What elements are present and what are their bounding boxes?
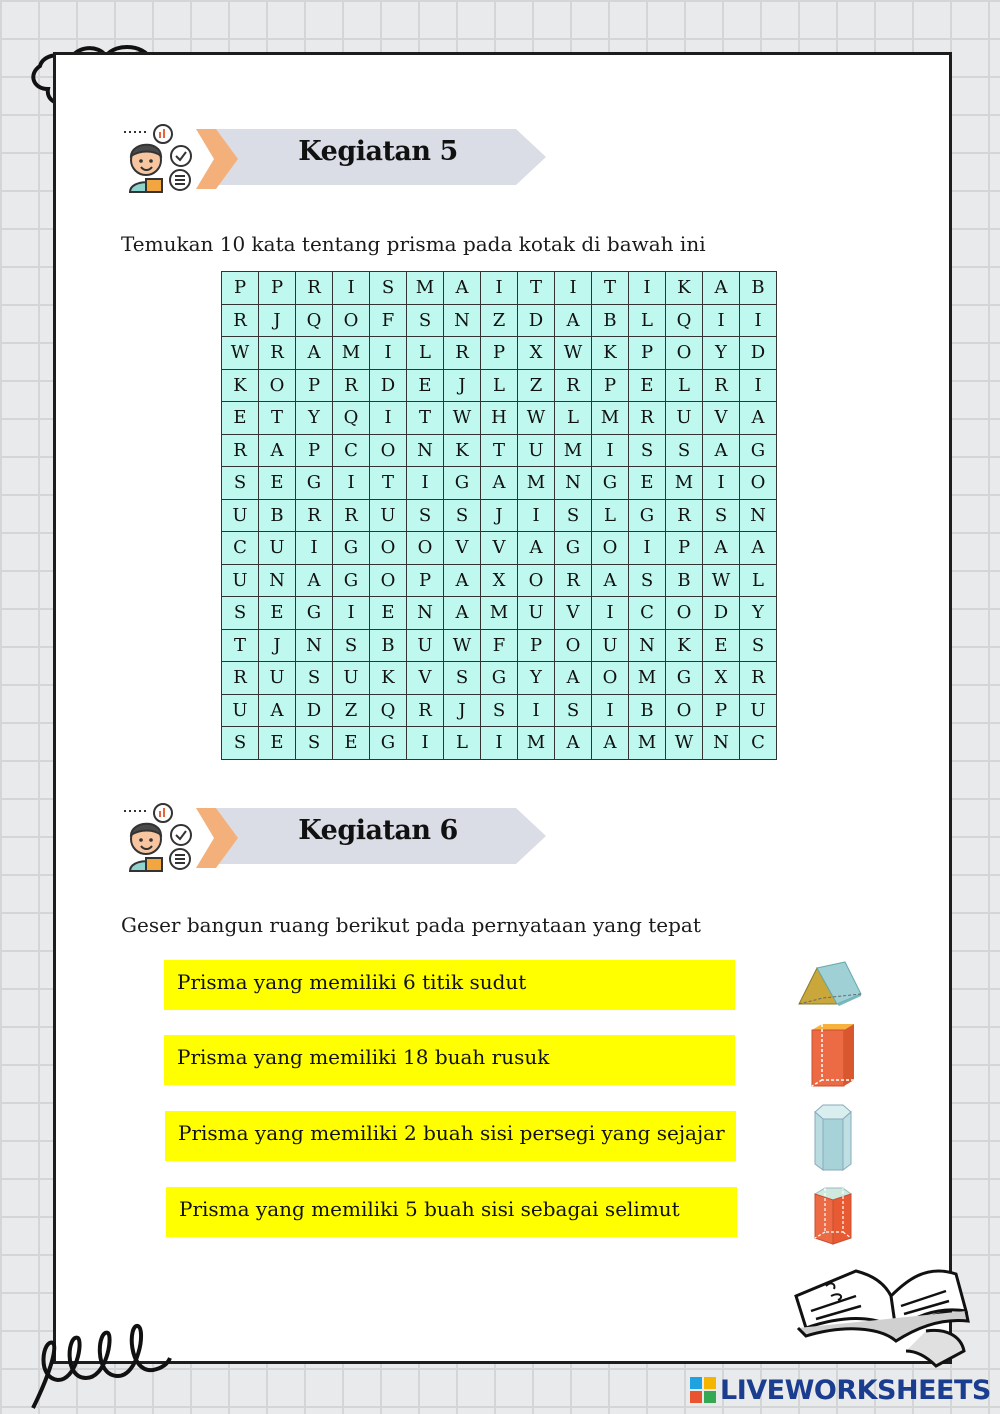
grid-cell[interactable]: G <box>333 564 370 597</box>
grid-cell[interactable]: G <box>444 467 481 500</box>
brand-name: LIVEWORKSHEETS <box>720 1374 991 1406</box>
grid-cell[interactable]: O <box>407 532 444 565</box>
grid-cell[interactable]: S <box>666 434 703 467</box>
grid-cell[interactable]: G <box>296 597 333 630</box>
grid-cell[interactable]: O <box>555 629 592 662</box>
grid-cell[interactable]: P <box>407 564 444 597</box>
grid-cell[interactable]: A <box>444 597 481 630</box>
grid-cell[interactable]: R <box>703 369 740 402</box>
grid-cell[interactable]: I <box>518 694 555 727</box>
liveworksheets-logo <box>690 1372 991 1408</box>
grid-cell[interactable]: Y <box>296 402 333 435</box>
grid-cell[interactable]: E <box>407 369 444 402</box>
grid-cell[interactable]: D <box>740 337 777 370</box>
grid-cell[interactable]: D <box>296 694 333 727</box>
grid-cell[interactable]: A <box>740 402 777 435</box>
grid-cell[interactable]: I <box>740 369 777 402</box>
grid-cell[interactable]: O <box>259 369 296 402</box>
grid-cell[interactable]: R <box>296 272 333 305</box>
section-title: Kegiatan 6 <box>298 815 458 846</box>
grid-cell[interactable]: B <box>740 272 777 305</box>
grid-cell[interactable]: S <box>296 662 333 695</box>
grid-cell[interactable]: C <box>629 597 666 630</box>
grid-cell[interactable]: I <box>407 727 444 760</box>
grid-cell[interactable]: V <box>703 402 740 435</box>
grid-cell[interactable]: F <box>481 629 518 662</box>
grid-cell[interactable]: P <box>518 629 555 662</box>
grid-row <box>222 597 777 630</box>
grid-cell[interactable]: I <box>592 694 629 727</box>
grid-row <box>222 662 777 695</box>
grid-cell[interactable]: A <box>296 564 333 597</box>
grid-cell[interactable]: Y <box>518 662 555 695</box>
grid-cell[interactable]: K <box>666 272 703 305</box>
grid-cell[interactable]: A <box>555 727 592 760</box>
grid-cell[interactable]: N <box>296 629 333 662</box>
grid-cell[interactable]: E <box>259 597 296 630</box>
grid-cell[interactable]: G <box>740 434 777 467</box>
liveworksheets-logo-icon <box>690 1377 716 1403</box>
grid-cell[interactable]: I <box>370 402 407 435</box>
triangular-prism-icon[interactable] <box>797 958 863 1008</box>
grid-cell[interactable]: I <box>629 532 666 565</box>
grid-cell[interactable]: L <box>444 727 481 760</box>
grid-cell[interactable]: B <box>629 694 666 727</box>
kegiatan-6-header <box>118 803 548 873</box>
grid-cell[interactable]: Q <box>370 694 407 727</box>
grid-row <box>222 564 777 597</box>
pentagonal-prism-icon[interactable] <box>811 1186 855 1248</box>
grid-cell[interactable]: I <box>592 597 629 630</box>
grid-cell[interactable]: I <box>740 304 777 337</box>
grid-cell[interactable]: U <box>407 629 444 662</box>
grid-cell[interactable]: L <box>666 369 703 402</box>
grid-cell[interactable]: T <box>518 272 555 305</box>
grid-cell[interactable]: G <box>629 499 666 532</box>
grid-cell[interactable]: L <box>407 337 444 370</box>
drop-target-statement-1[interactable]: Prisma yang memiliki 6 titik sudut <box>164 960 735 1010</box>
grid-cell[interactable]: S <box>740 629 777 662</box>
grid-cell[interactable]: S <box>555 499 592 532</box>
grid-cell[interactable]: S <box>444 662 481 695</box>
grid-row <box>222 532 777 565</box>
grid-cell[interactable]: K <box>592 337 629 370</box>
grid-cell[interactable]: J <box>481 499 518 532</box>
grid-cell[interactable]: I <box>333 467 370 500</box>
grid-cell[interactable]: U <box>518 597 555 630</box>
grid-cell[interactable]: C <box>740 727 777 760</box>
grid-cell[interactable]: A <box>555 304 592 337</box>
grid-cell[interactable]: I <box>407 467 444 500</box>
grid-cell[interactable]: X <box>518 337 555 370</box>
grid-cell[interactable]: O <box>666 597 703 630</box>
grid-cell[interactable]: G <box>481 662 518 695</box>
grid-cell[interactable]: W <box>703 564 740 597</box>
grid-cell[interactable]: I <box>370 337 407 370</box>
student-mascot-icon <box>118 124 194 194</box>
grid-cell[interactable]: P <box>481 337 518 370</box>
grid-cell[interactable]: A <box>555 662 592 695</box>
grid-cell[interactable]: G <box>592 467 629 500</box>
grid-cell[interactable]: O <box>518 564 555 597</box>
grid-row <box>222 434 777 467</box>
grid-cell[interactable]: N <box>740 499 777 532</box>
grid-cell[interactable]: U <box>518 434 555 467</box>
grid-row <box>222 369 777 402</box>
grid-cell[interactable]: R <box>222 304 259 337</box>
grid-cell[interactable]: S <box>629 434 666 467</box>
grid-cell[interactable]: Y <box>703 337 740 370</box>
grid-cell[interactable]: R <box>444 337 481 370</box>
kegiatan-5-header <box>118 124 548 194</box>
grid-cell[interactable]: I <box>333 597 370 630</box>
grid-cell[interactable]: Z <box>333 694 370 727</box>
grid-cell[interactable]: A <box>703 272 740 305</box>
grid-cell[interactable]: Q <box>296 304 333 337</box>
grid-cell[interactable]: O <box>592 532 629 565</box>
grid-cell[interactable]: Y <box>740 597 777 630</box>
grid-row <box>222 727 777 760</box>
grid-cell[interactable]: O <box>370 532 407 565</box>
grid-cell[interactable]: O <box>740 467 777 500</box>
grid-cell[interactable]: P <box>592 369 629 402</box>
grid-cell[interactable]: M <box>555 434 592 467</box>
grid-cell[interactable]: V <box>444 532 481 565</box>
grid-cell[interactable]: W <box>518 402 555 435</box>
grid-cell[interactable]: U <box>222 499 259 532</box>
grid-cell[interactable]: I <box>333 272 370 305</box>
grid-cell[interactable]: O <box>370 434 407 467</box>
grid-cell[interactable]: U <box>370 499 407 532</box>
grid-cell[interactable]: M <box>592 402 629 435</box>
grid-cell[interactable]: I <box>703 467 740 500</box>
grid-cell[interactable]: S <box>407 499 444 532</box>
grid-cell[interactable]: P <box>296 434 333 467</box>
grid-cell[interactable]: X <box>703 662 740 695</box>
grid-cell[interactable]: M <box>518 467 555 500</box>
grid-cell[interactable]: W <box>666 727 703 760</box>
open-book-icon <box>786 1256 972 1372</box>
grid-row <box>222 629 777 662</box>
grid-cell[interactable]: U <box>666 402 703 435</box>
grid-cell[interactable]: P <box>629 337 666 370</box>
grid-cell[interactable]: M <box>407 272 444 305</box>
grid-cell[interactable]: T <box>259 402 296 435</box>
grid-cell[interactable]: A <box>592 564 629 597</box>
grid-row <box>222 304 777 337</box>
grid-cell[interactable]: D <box>370 369 407 402</box>
grid-cell[interactable]: R <box>740 662 777 695</box>
grid-cell[interactable]: W <box>555 337 592 370</box>
grid-cell[interactable]: A <box>259 434 296 467</box>
grid-cell[interactable]: B <box>370 629 407 662</box>
grid-cell[interactable]: B <box>592 304 629 337</box>
grid-cell[interactable]: S <box>333 629 370 662</box>
grid-cell[interactable]: Z <box>481 304 518 337</box>
grid-cell[interactable]: L <box>592 499 629 532</box>
grid-row <box>222 499 777 532</box>
grid-cell[interactable]: A <box>592 727 629 760</box>
grid-cell[interactable]: V <box>407 662 444 695</box>
grid-cell[interactable]: R <box>259 337 296 370</box>
grid-cell[interactable]: I <box>518 499 555 532</box>
grid-cell[interactable]: M <box>666 467 703 500</box>
grid-cell[interactable]: R <box>296 499 333 532</box>
grid-cell[interactable]: T <box>222 629 259 662</box>
grid-cell[interactable]: M <box>333 337 370 370</box>
grid-cell[interactable]: M <box>518 727 555 760</box>
grid-cell[interactable]: I <box>296 532 333 565</box>
grid-cell[interactable]: G <box>296 467 333 500</box>
drop-target-statement-3[interactable]: Prisma yang memiliki 2 buah sisi persegi yang sejajar <box>165 1111 736 1161</box>
grid-cell[interactable]: R <box>555 369 592 402</box>
grid-cell[interactable]: A <box>481 467 518 500</box>
grid-cell[interactable]: J <box>259 304 296 337</box>
grid-cell[interactable]: I <box>592 434 629 467</box>
grid-cell[interactable]: V <box>555 597 592 630</box>
grid-cell[interactable]: D <box>703 597 740 630</box>
grid-cell[interactable]: Q <box>666 304 703 337</box>
grid-cell[interactable]: S <box>222 467 259 500</box>
grid-cell[interactable]: M <box>481 597 518 630</box>
grid-cell[interactable]: M <box>629 662 666 695</box>
grid-cell[interactable]: A <box>518 532 555 565</box>
grid-cell[interactable]: U <box>740 694 777 727</box>
grid-cell[interactable]: H <box>481 402 518 435</box>
grid-cell[interactable]: U <box>333 662 370 695</box>
grid-cell[interactable]: J <box>259 629 296 662</box>
grid-cell[interactable]: N <box>703 727 740 760</box>
rectangular-prism-icon[interactable] <box>808 1022 858 1088</box>
grid-cell[interactable]: R <box>555 564 592 597</box>
grid-cell[interactable]: X <box>481 564 518 597</box>
grid-cell[interactable]: S <box>629 564 666 597</box>
grid-cell[interactable]: R <box>666 499 703 532</box>
grid-cell[interactable]: W <box>444 629 481 662</box>
grid-cell[interactable]: S <box>222 597 259 630</box>
grid-cell[interactable]: U <box>222 694 259 727</box>
grid-cell[interactable]: S <box>296 727 333 760</box>
grid-cell[interactable]: P <box>666 532 703 565</box>
grid-cell[interactable]: L <box>740 564 777 597</box>
grid-cell[interactable]: N <box>444 304 481 337</box>
grid-cell[interactable]: O <box>666 694 703 727</box>
grid-cell[interactable]: S <box>222 727 259 760</box>
grid-cell[interactable]: O <box>370 564 407 597</box>
grid-cell[interactable]: C <box>222 532 259 565</box>
grid-cell[interactable]: E <box>222 402 259 435</box>
grid-cell[interactable]: N <box>407 434 444 467</box>
grid-cell[interactable]: A <box>740 532 777 565</box>
grid-cell[interactable]: S <box>703 499 740 532</box>
grid-cell[interactable]: N <box>629 629 666 662</box>
instruction-text: Temukan 10 kata tentang prisma pada kotak di bawah ini <box>121 232 706 256</box>
grid-cell[interactable]: S <box>370 272 407 305</box>
grid-cell[interactable]: U <box>259 532 296 565</box>
grid-cell[interactable]: I <box>481 272 518 305</box>
grid-cell[interactable]: P <box>703 694 740 727</box>
grid-cell[interactable]: K <box>666 629 703 662</box>
grid-cell[interactable]: G <box>370 727 407 760</box>
grid-cell[interactable]: W <box>444 402 481 435</box>
grid-cell[interactable]: S <box>555 694 592 727</box>
grid-cell[interactable]: P <box>296 369 333 402</box>
grid-cell[interactable]: R <box>333 369 370 402</box>
grid-cell[interactable]: A <box>444 272 481 305</box>
grid-cell[interactable]: R <box>407 694 444 727</box>
grid-cell[interactable]: A <box>703 434 740 467</box>
grid-cell[interactable]: Q <box>333 402 370 435</box>
grid-cell[interactable]: M <box>629 727 666 760</box>
grid-cell[interactable]: I <box>481 727 518 760</box>
student-mascot-icon <box>118 803 194 873</box>
grid-cell[interactable]: S <box>481 694 518 727</box>
grid-cell[interactable]: T <box>481 434 518 467</box>
grid-cell[interactable]: O <box>333 304 370 337</box>
hexagonal-prism-icon[interactable] <box>811 1102 855 1174</box>
grid-cell[interactable]: K <box>444 434 481 467</box>
grid-cell[interactable]: A <box>259 694 296 727</box>
drop-target-statement-4[interactable]: Prisma yang memiliki 5 buah sisi sebagai selimut <box>166 1187 737 1237</box>
grid-cell[interactable]: G <box>666 662 703 695</box>
grid-cell[interactable]: I <box>555 272 592 305</box>
grid-cell[interactable]: I <box>629 272 666 305</box>
grid-cell[interactable]: R <box>629 402 666 435</box>
grid-cell[interactable]: K <box>370 662 407 695</box>
grid-cell[interactable]: C <box>333 434 370 467</box>
grid-cell[interactable]: L <box>555 402 592 435</box>
grid-row <box>222 402 777 435</box>
grid-cell[interactable]: E <box>333 727 370 760</box>
grid-cell[interactable]: F <box>370 304 407 337</box>
grid-cell[interactable]: J <box>444 694 481 727</box>
grid-cell[interactable]: S <box>444 499 481 532</box>
grid-cell[interactable]: O <box>592 662 629 695</box>
grid-row <box>222 694 777 727</box>
grid-cell[interactable]: S <box>407 304 444 337</box>
grid-cell[interactable]: E <box>703 629 740 662</box>
grid-cell[interactable]: Z <box>518 369 555 402</box>
grid-cell[interactable]: V <box>481 532 518 565</box>
grid-cell[interactable]: L <box>481 369 518 402</box>
grid-cell[interactable]: U <box>222 564 259 597</box>
word-search-grid[interactable] <box>221 271 777 760</box>
grid-cell[interactable]: K <box>222 369 259 402</box>
section-title: Kegiatan 5 <box>298 136 458 167</box>
grid-cell[interactable]: R <box>222 662 259 695</box>
grid-cell[interactable]: B <box>259 499 296 532</box>
grid-cell[interactable]: A <box>296 337 333 370</box>
grid-cell[interactable]: N <box>407 597 444 630</box>
drop-target-statement-2[interactable]: Prisma yang memiliki 18 buah rusuk <box>164 1035 735 1085</box>
grid-cell[interactable]: W <box>222 337 259 370</box>
grid-cell[interactable]: P <box>259 272 296 305</box>
grid-cell[interactable]: P <box>222 272 259 305</box>
grid-cell[interactable]: I <box>703 304 740 337</box>
grid-cell[interactable]: U <box>592 629 629 662</box>
grid-cell[interactable]: E <box>629 467 666 500</box>
grid-cell[interactable]: E <box>629 369 666 402</box>
grid-cell[interactable]: J <box>444 369 481 402</box>
grid-cell[interactable]: A <box>703 532 740 565</box>
grid-cell[interactable]: A <box>444 564 481 597</box>
grid-cell[interactable]: N <box>259 564 296 597</box>
grid-row <box>222 272 777 305</box>
grid-cell[interactable]: L <box>629 304 666 337</box>
grid-cell[interactable]: D <box>518 304 555 337</box>
grid-cell[interactable]: U <box>259 662 296 695</box>
grid-cell[interactable]: T <box>407 402 444 435</box>
grid-cell[interactable]: N <box>555 467 592 500</box>
grid-cell[interactable]: E <box>259 727 296 760</box>
grid-cell[interactable]: O <box>666 337 703 370</box>
grid-cell[interactable]: R <box>222 434 259 467</box>
instruction-text: Geser bangun ruang berikut pada pernyataan yang tepat <box>121 913 701 937</box>
grid-cell[interactable]: E <box>370 597 407 630</box>
grid-cell[interactable]: B <box>666 564 703 597</box>
grid-cell[interactable]: G <box>555 532 592 565</box>
grid-row <box>222 337 777 370</box>
grid-cell[interactable]: T <box>592 272 629 305</box>
grid-cell[interactable]: R <box>333 499 370 532</box>
grid-cell[interactable]: T <box>370 467 407 500</box>
grid-cell[interactable]: G <box>333 532 370 565</box>
loop-scribble-icon <box>28 1308 173 1413</box>
grid-row <box>222 467 777 500</box>
grid-cell[interactable]: E <box>259 467 296 500</box>
